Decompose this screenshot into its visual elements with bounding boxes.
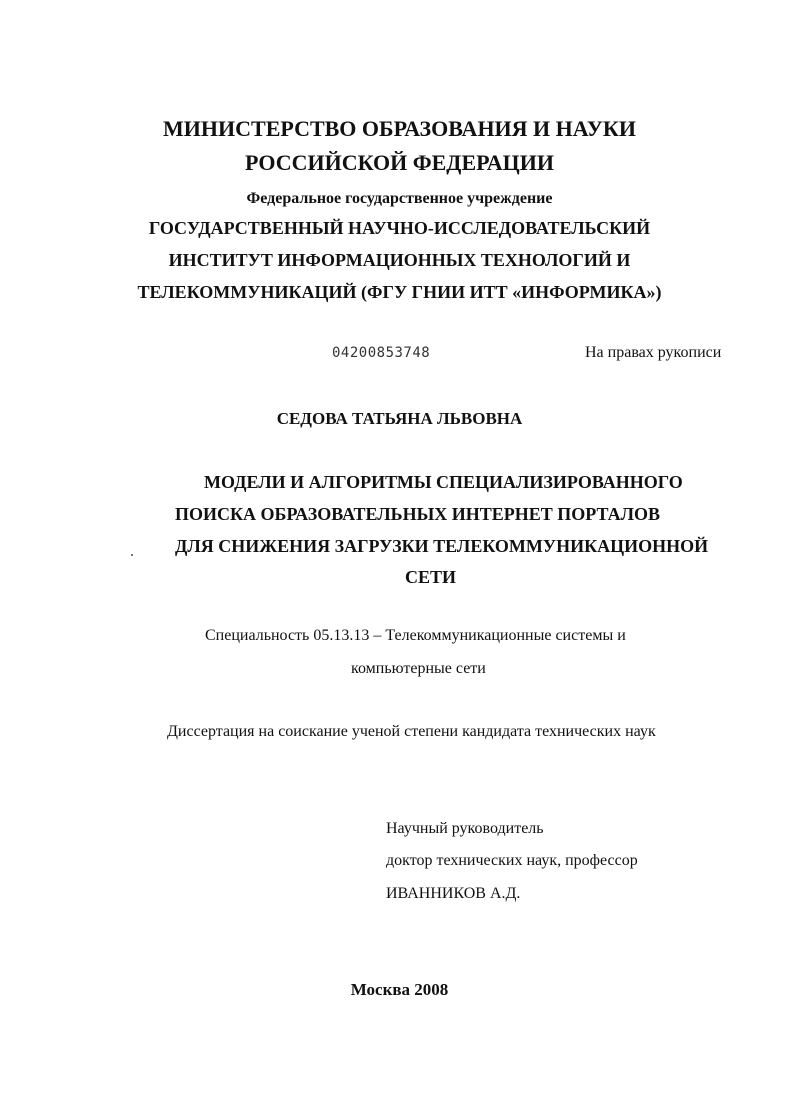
specialty-line-1: Специальность 05.13.13 – Телекоммуникационные системы и xyxy=(205,627,626,644)
rights-note: На правах рукописи xyxy=(585,344,722,361)
advisor-degree: доктор технических наук, профессор xyxy=(386,852,638,869)
advisor-name: ИВАННИКОВ А.Д. xyxy=(386,885,521,902)
dissertation-title-line-1: МОДЕЛИ И АЛГОРИТМЫ СПЕЦИАЛИЗИРОВАННОГО xyxy=(204,472,683,492)
serial-number: 04200853748 xyxy=(332,345,431,361)
author-name: СЕДОВА ТАТЬЯНА ЛЬВОВНА xyxy=(276,409,523,428)
dissertation-title-line-2: ПОИСКА ОБРАЗОВАТЕЛЬНЫХ ИНТЕРНЕТ ПОРТАЛОВ xyxy=(175,504,661,524)
dissertation-statement: Диссертация на соискание ученой степени кандидата технических наук xyxy=(167,723,656,740)
city-year: Москва 2008 xyxy=(350,980,449,999)
ministry-line-2: РОССИЙСКОЙ ФЕДЕРАЦИИ xyxy=(245,150,554,175)
scan-speck xyxy=(131,554,133,556)
ministry-line-1: МИНИСТЕРСТВО ОБРАЗОВАНИЯ И НАУКИ xyxy=(163,116,636,141)
institution-type: Федеральное государственное учреждение xyxy=(246,190,553,207)
dissertation-title-line-3: ДЛЯ СНИЖЕНИЯ ЗАГРУЗКИ ТЕЛЕКОММУНИКАЦИОННОЙ xyxy=(175,536,709,556)
institution-name-line-3: ТЕЛЕКОММУНИКАЦИЙ (ФГУ ГНИИ ИТТ «ИНФОРМИКА») xyxy=(137,282,662,302)
dissertation-title-line-4: СЕТИ xyxy=(405,567,457,587)
institution-name-line-1: ГОСУДАРСТВЕННЫЙ НАУЧНО-ИССЛЕДОВАТЕЛЬСКИЙ xyxy=(148,218,651,238)
advisor-role: Научный руководитель xyxy=(386,820,544,837)
institution-name-line-2: ИНСТИТУТ ИНФОРМАЦИОННЫХ ТЕХНОЛОГИЙ И xyxy=(168,250,631,270)
specialty-line-2: компьютерные сети xyxy=(351,660,486,677)
